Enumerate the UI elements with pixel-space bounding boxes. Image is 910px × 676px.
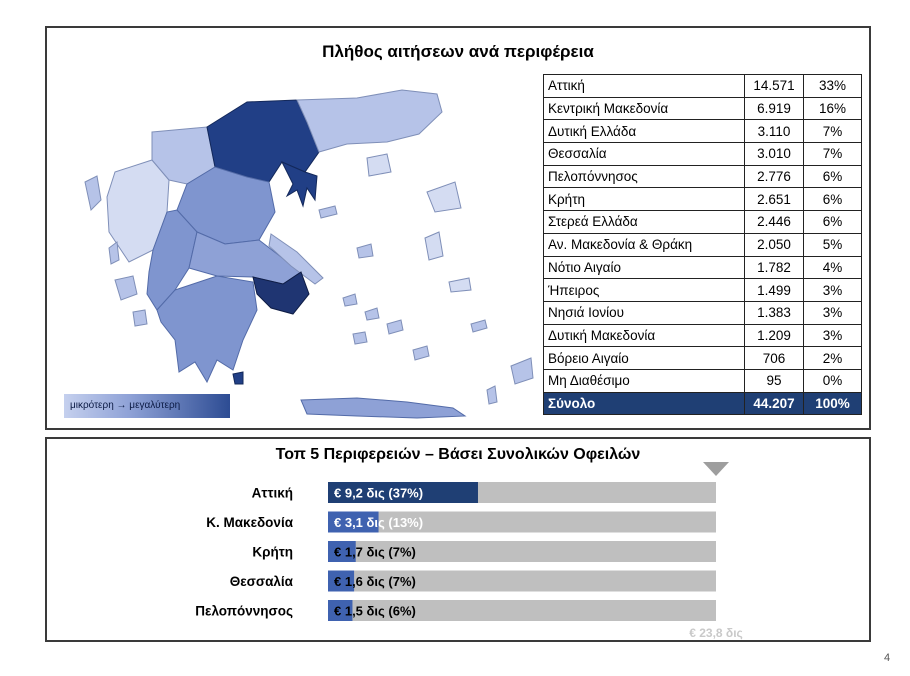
category-label: Αττική: [251, 485, 293, 501]
category-label: Κρήτη: [252, 544, 293, 560]
map-panel-title: Πλήθος αιτήσεων ανά περιφέρεια: [322, 42, 594, 61]
map-color-legend: [64, 394, 230, 418]
map-region-north-aegean-chios: [425, 232, 443, 260]
request-count-cell: 6.919: [745, 97, 804, 120]
table-row: [544, 279, 862, 302]
region-name-cell: Κρήτη: [544, 188, 745, 211]
map-region-east-macedonia-thrace: [297, 90, 442, 152]
map-region-ionian-kefalonia: [115, 276, 137, 300]
data-label: € 1,6 δις (7%): [334, 574, 416, 589]
request-share-cell: 33%: [804, 75, 862, 98]
map-region-dodecanese-rhodes: [511, 358, 533, 384]
category-label: Κ. Μακεδονία: [206, 515, 293, 530]
region-name-cell: Στερεά Ελλάδα: [544, 211, 745, 234]
request-count-cell: 1.499: [745, 279, 804, 302]
request-count-cell: 1.209: [745, 324, 804, 347]
request-share-cell: 16%: [804, 97, 862, 120]
table-row: [544, 211, 862, 234]
region-name-cell: Βόρειο Αιγαίο: [544, 347, 745, 370]
region-name-cell: Δυτική Ελλάδα: [544, 120, 745, 143]
request-count-cell: 1.383: [745, 301, 804, 324]
region-name-cell: Κεντρική Μακεδονία: [544, 97, 745, 120]
table-row: [544, 165, 862, 188]
request-share-cell: 5%: [804, 233, 862, 256]
request-share-cell: 7%: [804, 120, 862, 143]
request-share-cell: 7%: [804, 143, 862, 166]
request-count-cell: 3.110: [745, 120, 804, 143]
map-region-ionian-lefkada: [109, 242, 119, 264]
request-share-cell: 4%: [804, 256, 862, 279]
request-count-cell: 2.050: [745, 233, 804, 256]
map-region-dodecanese-karpathos: [487, 386, 497, 404]
page-number: 4: [884, 652, 891, 664]
request-share-cell: 100%: [804, 392, 862, 415]
table-row: [544, 120, 862, 143]
table-row: [544, 143, 862, 166]
top5-debts-bar-chart: [47, 439, 873, 644]
table-total-row: [544, 392, 862, 415]
map-island-kythira: [233, 372, 243, 384]
map-legend-label: μικρότερη → μεγαλύτερη: [70, 400, 181, 411]
region-name-cell: Δυτική Μακεδονία: [544, 324, 745, 347]
table-row: [544, 188, 862, 211]
request-count-cell: 2.446: [745, 211, 804, 234]
total-label: € 23,8 δις: [689, 626, 743, 640]
map-region-crete: [301, 398, 465, 418]
region-name-cell: Ήπειρος: [544, 279, 745, 302]
map-region-ionian-corfu: [85, 176, 101, 210]
map-region-dodecanese-kos: [471, 320, 487, 332]
region-name-cell: Μη Διαθέσιμο: [544, 369, 745, 392]
map-region-north-aegean-limnos: [367, 154, 391, 176]
table-row: [544, 369, 862, 392]
region-name-cell: Νότιο Αιγαίο: [544, 256, 745, 279]
map-region-north-aegean-lesvos: [427, 182, 461, 212]
map-region-cyclades-1: [343, 294, 357, 306]
data-label: € 9,2 δις (37%): [334, 485, 424, 501]
map-island-skyros: [357, 244, 373, 258]
region-name-cell: Πελοπόννησος: [544, 165, 745, 188]
region-name-cell: Σύνολο: [544, 392, 745, 415]
table-row: [544, 301, 862, 324]
request-count-cell: 3.010: [745, 143, 804, 166]
data-label: € 1,5 δις (6%): [334, 603, 416, 619]
map-region-ionian-zakynthos: [133, 310, 147, 326]
top5-debts-panel: [45, 437, 871, 642]
requests-by-region-panel: [45, 26, 871, 430]
request-count-cell: 44.207: [745, 392, 804, 415]
table-row: [544, 233, 862, 256]
region-name-cell: Θεσσαλία: [544, 143, 745, 166]
table-row: [544, 347, 862, 370]
request-count-cell: 2.776: [745, 165, 804, 188]
map-region-cyclades-4: [353, 332, 367, 344]
total-marker-icon: [703, 462, 729, 476]
bar-chart-title: Τοπ 5 Περιφερειών – Βάσει Συνολικών Οφειλών: [275, 446, 641, 463]
map-region-cyclades-3: [387, 320, 403, 334]
region-name-cell: Νησιά Ιονίου: [544, 301, 745, 324]
request-share-cell: 0%: [804, 369, 862, 392]
category-label: Πελοπόννησος: [195, 603, 293, 619]
region-requests-table: [543, 74, 862, 415]
map-region-cyclades-2: [365, 308, 379, 320]
region-name-cell: Αττική: [544, 75, 745, 98]
request-share-cell: 6%: [804, 211, 862, 234]
table-row: [544, 75, 862, 98]
data-label: € 1,7 δις (7%): [334, 544, 416, 560]
request-count-cell: 14.571: [745, 75, 804, 98]
request-count-cell: 1.782: [745, 256, 804, 279]
map-region-north-aegean-samos: [449, 278, 471, 292]
table-row: [544, 97, 862, 120]
request-share-cell: 3%: [804, 301, 862, 324]
table-row: [544, 256, 862, 279]
region-name-cell: Αν. Μακεδονία & Θράκη: [544, 233, 745, 256]
request-share-cell: 2%: [804, 347, 862, 370]
data-label: € 3,1 δις (13%): [334, 515, 424, 530]
request-share-cell: 3%: [804, 279, 862, 302]
request-share-cell: 6%: [804, 188, 862, 211]
table-row: [544, 324, 862, 347]
request-count-cell: 2.651: [745, 188, 804, 211]
request-count-cell: 95: [745, 369, 804, 392]
request-share-cell: 3%: [804, 324, 862, 347]
greece-regions-map: [57, 72, 537, 422]
map-island-sporades: [319, 206, 337, 218]
category-label: Θεσσαλία: [229, 574, 293, 589]
map-region-cyclades-5: [413, 346, 429, 360]
request-share-cell: 6%: [804, 165, 862, 188]
request-count-cell: 706: [745, 347, 804, 370]
